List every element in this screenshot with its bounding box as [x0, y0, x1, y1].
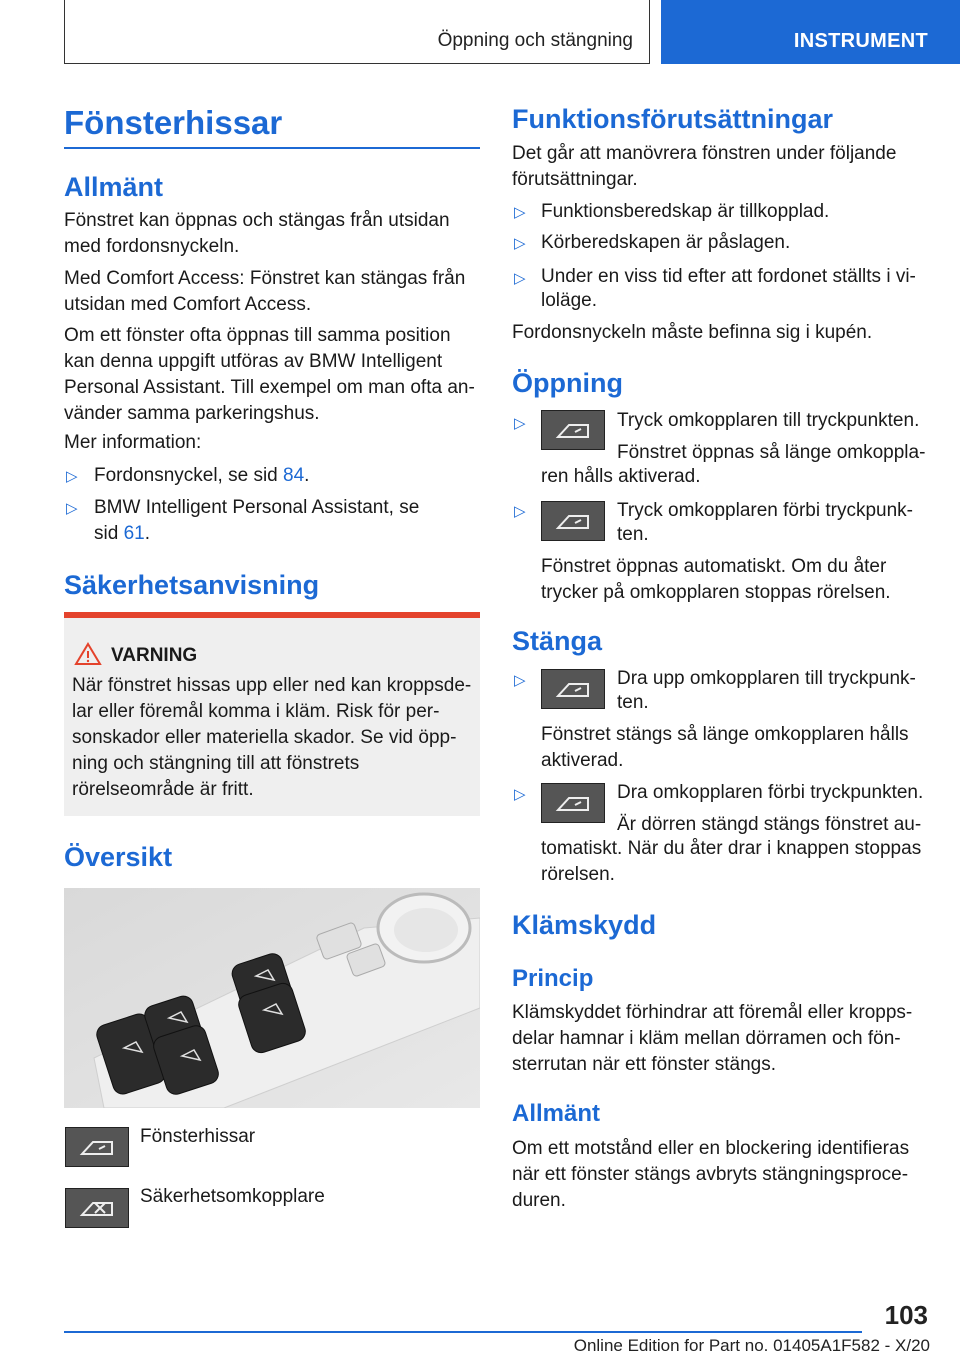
func-bullet3-l2: loläge.	[541, 290, 597, 311]
func-p1-l2: förutsättningar.	[512, 169, 638, 190]
allmant-p3-l1: Om ett fönster ofta öppnas till samma position	[64, 325, 451, 346]
bullet-arrow-icon: ▷	[66, 468, 78, 485]
bullet-fordonsnyckel: Fordonsnyckel, se sid 84.	[94, 465, 310, 486]
legend-window-lifts: Fönsterhissar	[140, 1126, 256, 1147]
allmant-p3-l3: Personal Assistant. Till exempel om man ofta an-	[64, 377, 475, 398]
chapter-title: INSTRUMENT	[793, 30, 928, 52]
open-heading: Öppning	[512, 368, 623, 398]
warning-text-l4: ning och stängning till att fönstrets	[72, 753, 360, 774]
close-b2-l4: rörelsen.	[541, 864, 615, 885]
safety-heading: Säkerhetsanvisning	[64, 570, 320, 600]
window-switch-icon	[541, 410, 605, 450]
open-b2-l1: Tryck omkopplaren förbi tryckpunk-	[617, 500, 914, 521]
window-switches-photo	[64, 888, 480, 1108]
princip-heading: Princip	[512, 965, 594, 992]
window-switch-icon	[65, 1127, 129, 1167]
warning-text-l5: rörelseområde är fritt.	[72, 779, 254, 800]
footer-rule	[64, 1331, 862, 1333]
warning-box	[64, 612, 480, 816]
window-switch-icon	[541, 501, 605, 541]
open-b2-l4: trycker på omkopplaren stoppas rörelsen.	[541, 582, 891, 603]
window-switch-icon	[541, 783, 605, 823]
allmant2-l3: duren.	[512, 1190, 566, 1211]
legend-safety-switch: Säkerhetsomkopplare	[140, 1186, 325, 1207]
allmant-heading: Allmänt	[64, 172, 164, 202]
section-title: Öppning och stängning	[437, 30, 633, 51]
warning-text-l3: sonskador eller materiella skador. Se vid öpp-	[72, 727, 457, 748]
allmant-p2: Med Comfort Access: Fönstret kan stängas från utsidan med Comfort Access.	[64, 268, 466, 315]
func-bullet2: Körberedskapen är påslagen.	[541, 232, 791, 253]
princip-l2: delar hamnar i kläm mellan dörramen och fön-	[512, 1028, 901, 1049]
header-chapter-tab[interactable]	[661, 0, 960, 64]
func-bullet3-l1: Under en viss tid efter att fordonet ställts i vi-	[541, 266, 916, 287]
bullet-arrow-icon: ▷	[514, 235, 526, 252]
func-heading: Funktionsförutsättningar	[512, 104, 833, 134]
allmant2-l1: Om ett motstånd eller en blockering identifieras	[512, 1138, 910, 1159]
close-b2-l2: Är dörren stängd stängs fönstret au-	[617, 814, 922, 835]
bullet-arrow-icon: ▷	[514, 786, 526, 803]
page-title: Fönsterhissar	[64, 104, 283, 141]
bullet-bmw-assistant-l1: BMW Intelligent Personal Assistant, se	[94, 497, 420, 518]
more-info-label: Mer information:	[64, 432, 202, 453]
header-section-box	[64, 0, 650, 64]
open-b2-l3: Fönstret öppnas automatiskt. Om du åter	[541, 556, 887, 577]
overview-heading: Översikt	[64, 842, 173, 872]
close-b2-l3: tomatiskt. När du åter drar i knappen stoppas	[541, 838, 922, 859]
warning-text-l1: När fönstret hissas upp eller ned kan kroppsde-	[72, 675, 472, 696]
princip-l1: Klämskyddet förhindrar att föremål eller kropps-	[512, 1002, 913, 1023]
open-b1-l2: Fönstret öppnas så länge omkoppla-	[617, 442, 926, 463]
open-b1-l1: Tryck omkopplaren till tryckpunkten.	[617, 410, 920, 431]
warning-triangle-icon	[74, 642, 102, 666]
page-link-84[interactable]: 84	[283, 465, 305, 486]
func-bullet1: Funktionsberedskap är tillkopplad.	[541, 201, 830, 222]
close-b2-l1: Dra omkopplaren förbi tryckpunkten.	[617, 782, 924, 803]
bullet-arrow-icon: ▷	[514, 415, 526, 432]
warning-label: VARNING	[111, 645, 198, 666]
allmant-p3-l4: vänder samma parkeringshus.	[64, 403, 320, 424]
bullet-arrow-icon: ▷	[514, 204, 526, 221]
bullet-arrow-icon: ▷	[514, 672, 526, 689]
footer-edition: Online Edition for Part no. 01405A1F582 - X/20	[573, 1336, 930, 1355]
bullet-arrow-icon: ▷	[66, 500, 78, 517]
open-b1-l3: ren hålls aktiverad.	[541, 466, 701, 487]
page-number: 103	[884, 1300, 928, 1330]
allmant2-heading: Allmänt	[512, 1100, 601, 1127]
page-link-61[interactable]: 61	[123, 523, 145, 544]
bullet-bmw-assistant-l2: sid 61.	[94, 523, 150, 544]
func-p2: Fordonsnyckeln måste befinna sig i kupén.	[512, 322, 873, 343]
pinch-heading: Klämskydd	[512, 910, 657, 940]
close-heading: Stänga	[512, 626, 603, 656]
allmant-p3-l2: kan denna uppgift utföras av BMW Intelligent	[64, 351, 443, 372]
close-b1-l4: aktiverad.	[541, 750, 624, 771]
princip-l3: sterrutan när ett fönster stängs.	[512, 1054, 777, 1075]
close-b1-l1: Dra upp omkopplaren till tryckpunk-	[617, 668, 916, 689]
allmant2-l2: när ett fönster stängs avbryts stängningsproce-	[512, 1164, 909, 1185]
open-b2-l2: ten.	[617, 524, 649, 545]
title-rule	[64, 147, 480, 149]
bullet-arrow-icon: ▷	[514, 270, 526, 287]
func-p1-l1: Det går att manövrera fönstren under följande	[512, 143, 897, 164]
window-switch-icon	[541, 669, 605, 709]
close-b1-l3: Fönstret stängs så länge omkopplaren hålls	[541, 724, 909, 745]
allmant-p1: Fönstret kan öppnas och stängas från utsidan med fordonsnyckeln.	[64, 210, 450, 257]
warning-text-l2: lar eller föremål komma i kläm. Risk för per-	[72, 701, 440, 722]
bullet-arrow-icon: ▷	[514, 503, 526, 520]
safety-switch-icon	[65, 1188, 129, 1228]
close-b1-l2: ten.	[617, 692, 649, 713]
